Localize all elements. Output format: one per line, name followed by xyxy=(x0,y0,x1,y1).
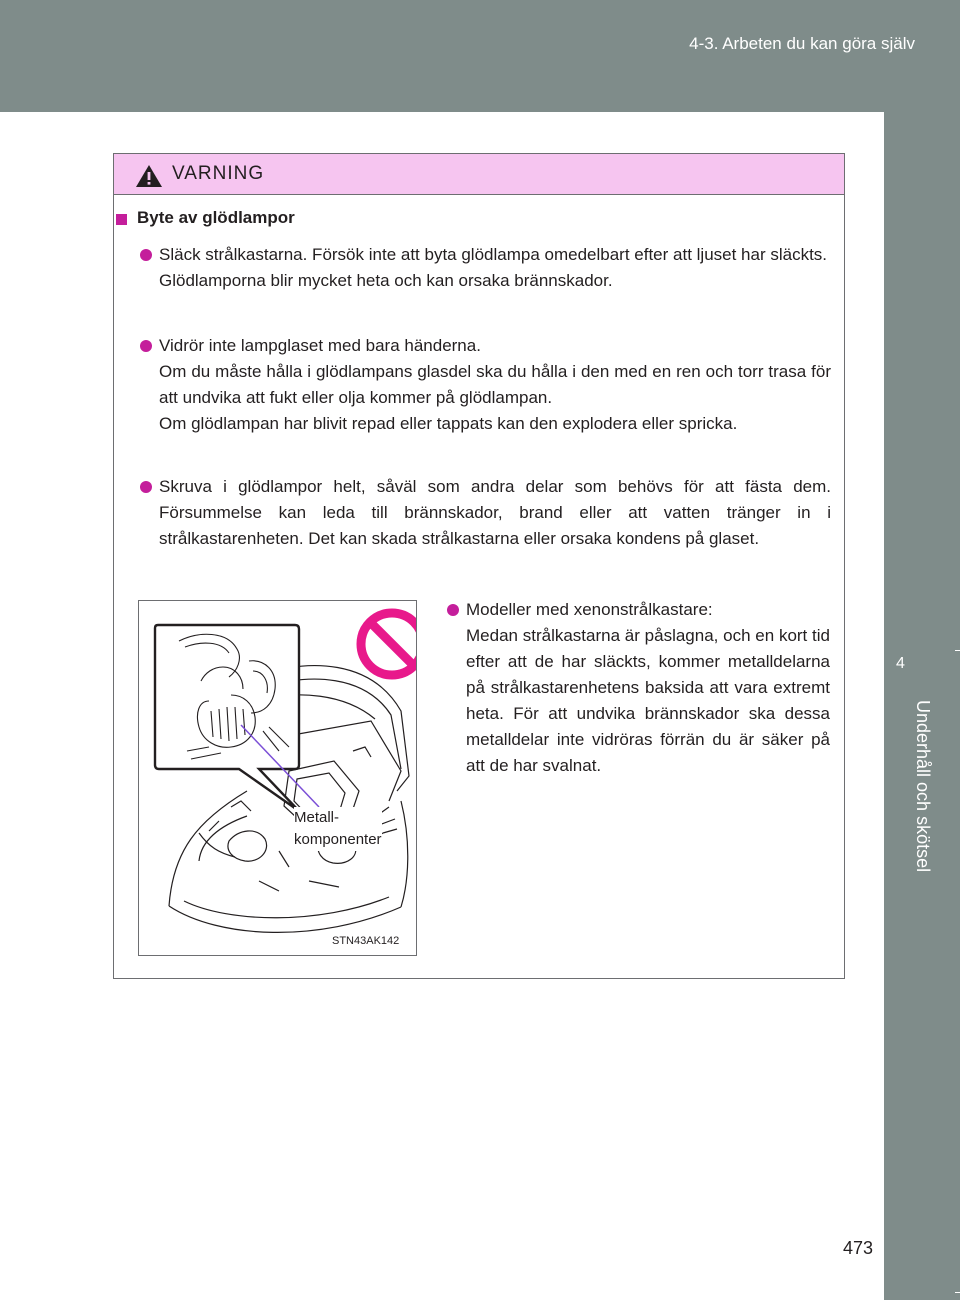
tab-tick-top xyxy=(955,650,960,651)
item-line: Om du måste hålla i glödlampans glasdel ska du hålla i den med en ren och torr trasa för att undvika att fukt eller olja kommer på glödlampan. xyxy=(159,362,831,407)
page-number: 473 xyxy=(843,1238,874,1258)
warning-item xyxy=(159,242,831,294)
warning-item xyxy=(159,333,831,437)
chapter-label: Underhåll och skötsel xyxy=(913,700,933,873)
section-heading: Byte av glödlampor xyxy=(137,208,295,227)
chapter-number: 4 xyxy=(896,655,905,672)
section-title: 4-3. Arbeten du kan göra själv xyxy=(689,34,915,53)
bullet-icon xyxy=(447,604,459,616)
bullet-icon xyxy=(140,340,152,352)
metal-label-line: Metall- xyxy=(294,809,340,826)
tab-tick-bottom xyxy=(955,1292,960,1293)
xenon-note xyxy=(466,597,830,779)
bullet-icon xyxy=(140,249,152,261)
illustration-code: STN43AK142 xyxy=(332,935,400,947)
bullet-icon xyxy=(140,481,152,493)
header-band xyxy=(0,0,960,112)
warning-triangle-icon xyxy=(135,164,163,188)
item-line: Medan strålkastarna är påslagna, och en kort tid efter att de har släckts, kommer metalldelarna på strålkastarenhetens baksida att vara extremt heta. För att undvika brännskador ska dessa metalldelar inte vidröras förrän du är säker på att de har svalnat. xyxy=(466,626,830,775)
metal-label-line: komponenter xyxy=(294,831,382,848)
item-line: Släck strålkastarna. Försök inte att byta glödlampa omedelbart efter att ljuset har släckts. xyxy=(159,245,828,264)
item-line: Skruva i glödlampor helt, såväl som andra delar som behövs för att fästa dem. Försummelse kan leda till brännskador, brand eller att vatten tränger in i strålkastarenheten. Det kan skada strålkastarna eller orsaka kondens på glaset. xyxy=(159,477,831,548)
item-line: Om glödlampan har blivit repad eller tappats kan den explodera eller spricka. xyxy=(159,414,738,433)
item-line: Modeller med xenonstrålkastare: xyxy=(466,600,713,619)
warning-header xyxy=(114,154,844,195)
heading-square-icon xyxy=(116,214,127,225)
item-line: Vidrör inte lampglaset med bara händerna. xyxy=(159,336,481,355)
metal-components-label xyxy=(294,807,382,851)
item-line: Glödlamporna blir mycket heta och kan orsaka brännskador. xyxy=(159,271,613,290)
engine-bay-drawing xyxy=(139,601,416,955)
warning-box xyxy=(113,153,845,979)
warning-item xyxy=(159,474,831,552)
warning-title: VARNING xyxy=(172,163,265,184)
engine-bay-illustration xyxy=(138,600,417,956)
